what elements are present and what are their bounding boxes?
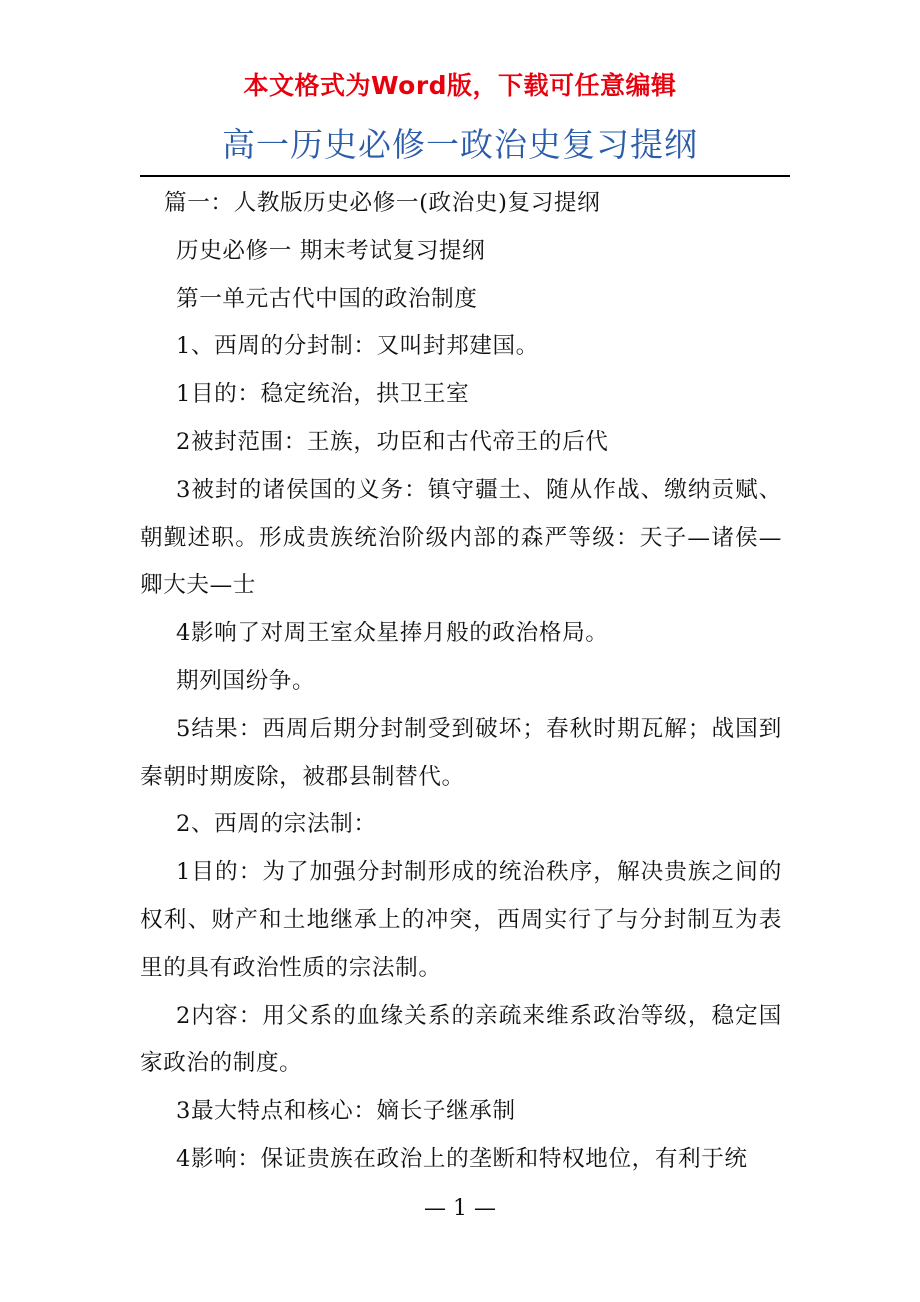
- paragraph: 2内容：用父系的血缘关系的亲疏来维系政治等级，稳定国家政治的制度。: [140, 1002, 782, 1077]
- document-body: [140, 180, 782, 1184]
- paragraph: 1目的：稳定统治，拱卫王室: [176, 381, 470, 408]
- paragraph: 期列国纷争。: [176, 667, 316, 694]
- paragraph: 第一单元古代中国的政治制度: [176, 285, 478, 312]
- paragraph: 篇一：人教版历史必修一(政治史)复习提纲: [164, 190, 601, 216]
- format-notice-banner: 本文格式为Word版，下载可任意编辑: [243, 71, 677, 100]
- paragraph: 1、西周的分封制：又叫封邦建国。: [176, 333, 539, 360]
- document-title: 高一历史必修一政治史复习提纲: [222, 125, 698, 164]
- paragraph: 2被封范围：王族，功臣和古代帝王的后代: [176, 428, 609, 455]
- paragraph: 1目的：为了加强分封制形成的统治秩序，解决贵族之间的权利、财产和土地继承上的冲突，西周实行了与分封制互为表里的具有政治性质的宗法制。: [140, 859, 782, 981]
- paragraph: 4影响了对周王室众星捧月般的政治格局。: [176, 620, 609, 647]
- paragraph: 5结果：西周后期分封制受到破坏；春秋时期瓦解；战国到秦朝时期废除，被郡县制替代。: [140, 715, 782, 790]
- paragraph: 4影响：保证贵族在政治上的垄断和特权地位，有利于统: [176, 1145, 748, 1172]
- paragraph: 3最大特点和核心：嫡长子继承制: [176, 1098, 516, 1125]
- paragraph: 2、西周的宗法制：: [176, 811, 377, 838]
- page-number: — 1 —: [424, 1196, 496, 1221]
- title-divider: [140, 175, 790, 177]
- paragraph: 历史必修一 期末考试复习提纲: [176, 237, 486, 264]
- paragraph: 3被封的诸侯国的义务：镇守疆土、随从作战、缴纳贡赋、朝觐述职。形成贵族统治阶级内部的森严等级：天子—诸侯—卿大夫—士: [140, 476, 782, 599]
